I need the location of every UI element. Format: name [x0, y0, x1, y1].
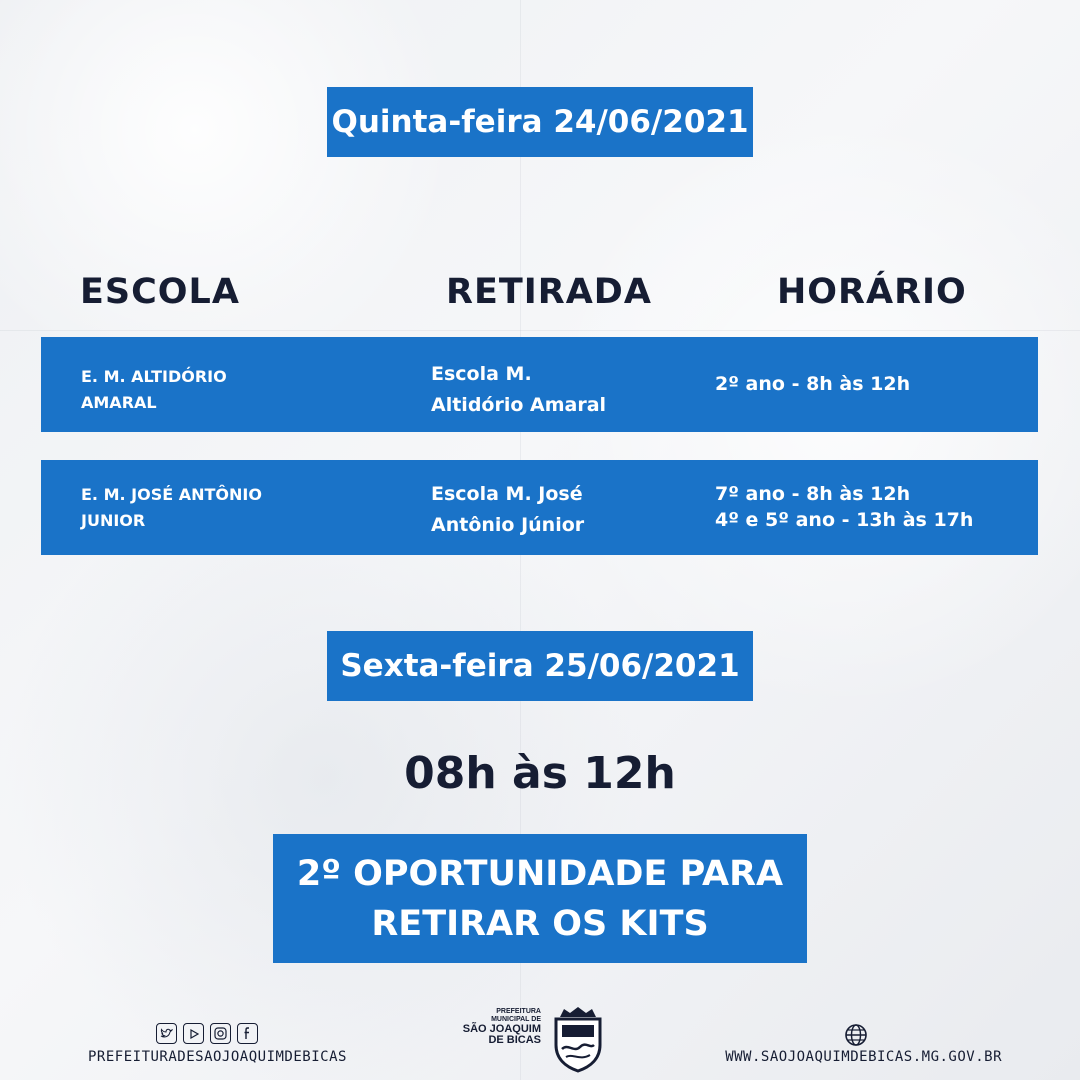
globe-icon [844, 1023, 868, 1047]
first-date-banner [327, 87, 753, 157]
pickup-hours: 2º ano - 8h às 12h [715, 373, 911, 395]
city-crest-icon [550, 1005, 606, 1073]
social-icons [156, 1023, 258, 1044]
pickup-hours: 7º ano - 8h às 12h 4º e 5º ano - 13h às 17h [715, 483, 974, 531]
school-name: E. M. ALTIDÓRIO AMARAL [81, 367, 227, 412]
header-escola: ESCOLA [80, 272, 240, 312]
second-date-banner [327, 631, 753, 701]
table-row [41, 337, 1038, 432]
cta-banner [273, 834, 807, 963]
twitter-icon[interactable] [156, 1023, 177, 1044]
prefeitura-logo-text: PREFEITURA MUNICIPAL DE SÃO JOAQUIM DE BICAS [462, 1008, 541, 1046]
table-row [41, 460, 1038, 555]
time-range: 08h às 12h [404, 748, 676, 799]
cta-line: 2º OPORTUNIDADE PARA [296, 853, 784, 894]
facebook-icon[interactable] [237, 1023, 258, 1044]
pickup-location: Escola M. Altidório Amaral [431, 363, 607, 416]
header-horario: HORÁRIO [777, 272, 967, 312]
website-link[interactable]: WWW.SAOJOAQUIMDEBICAS.MG.GOV.BR [725, 1049, 1002, 1065]
header-retirada: RETIRADA [446, 272, 652, 312]
second-date-text: Sexta-feira 25/06/2021 [340, 648, 740, 684]
youtube-icon[interactable] [183, 1023, 204, 1044]
instagram-icon[interactable] [210, 1023, 231, 1044]
pickup-location: Escola M. José Antônio Júnior [431, 483, 585, 536]
cta-line: RETIRAR OS KITS [371, 903, 709, 944]
school-name: E. M. JOSÉ ANTÔNIO JUNIOR [81, 485, 262, 530]
first-date-text: Quinta-feira 24/06/2021 [331, 104, 749, 140]
paper-crease [0, 330, 1080, 331]
social-handle[interactable]: PREFEITURADESAOJOAQUIMDEBICAS [88, 1049, 347, 1065]
